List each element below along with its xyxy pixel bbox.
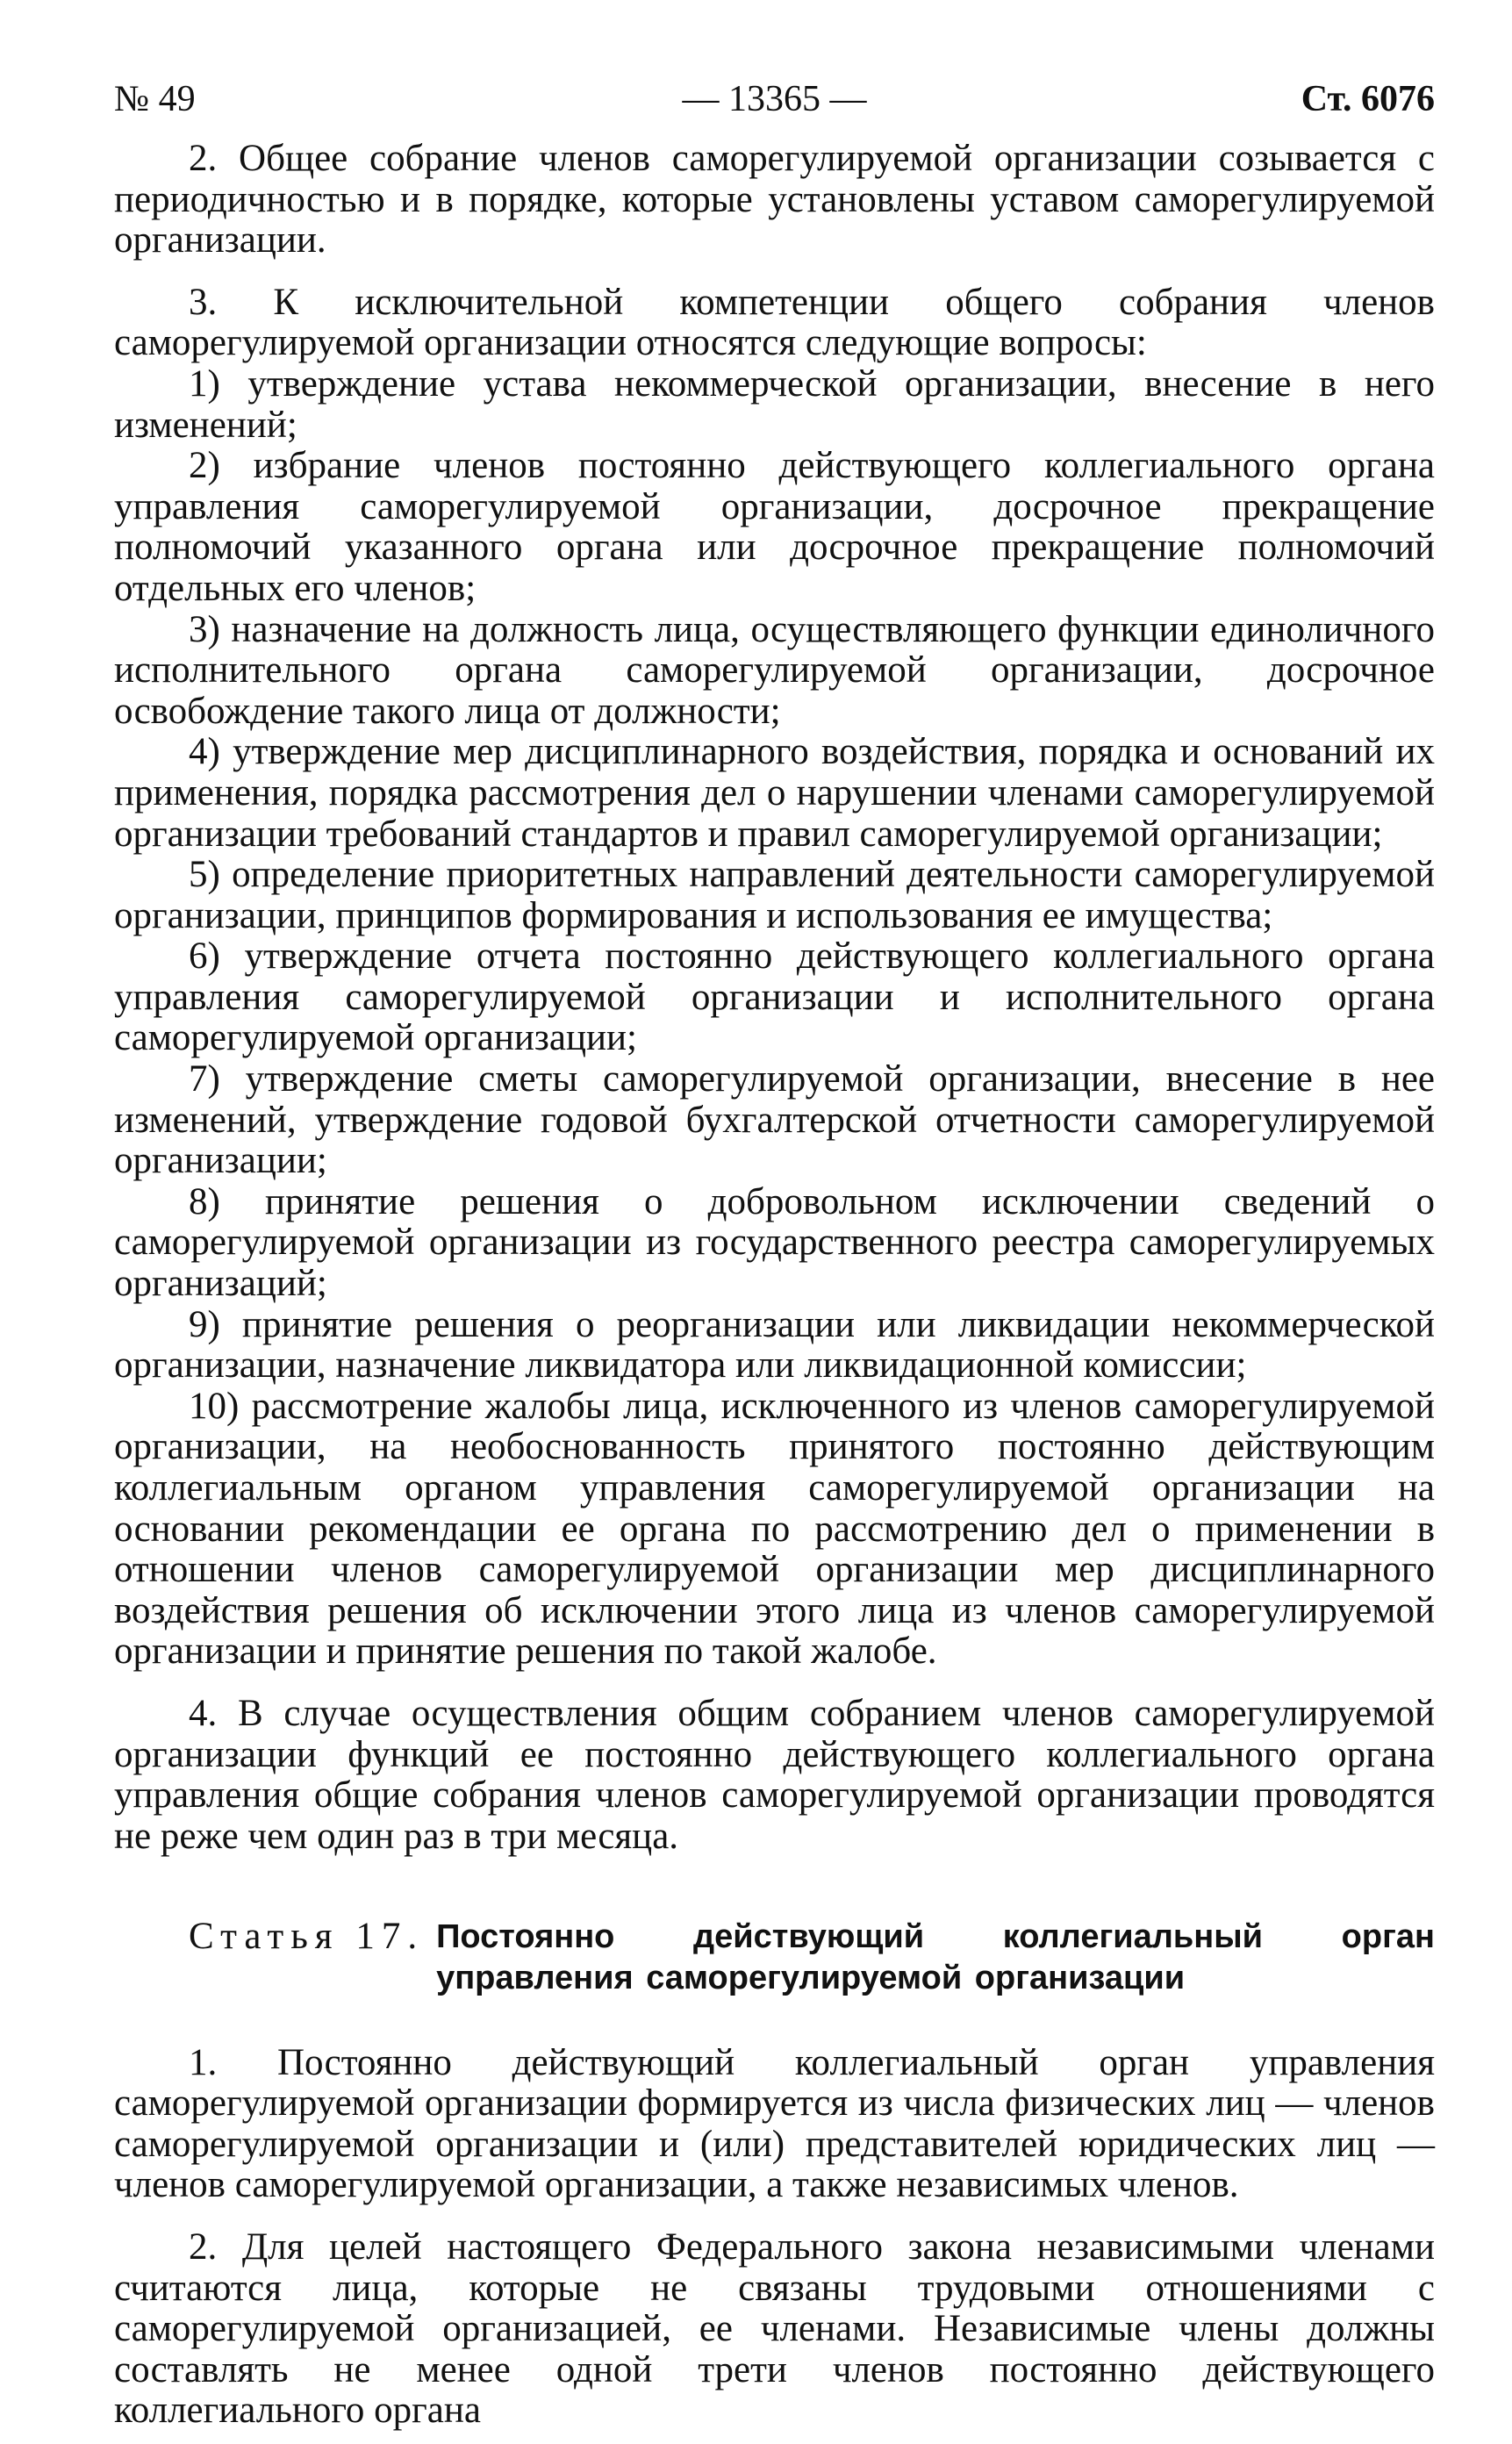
list-item: 3) назначение на должность лица, осуществляющего функции единоличного исполнительного органа саморегулируемой организации, досрочное освобождение такого лица от должности; (114, 608, 1435, 732)
paragraph: 2. Для целей настоящего Федерального закона независимыми членами считаются лица, которые не связаны трудовыми отношениями с саморегулируемой организацией, ее членами. Независимые члены должны составлять не менее одной трети членов постоянно действующего коллегиального органа (114, 2225, 1435, 2432)
list-item: 9) принятие решения о реорганизации или ликвидации некоммерческой организации, назначение ликвидатора или ликвидационной комиссии; (114, 1303, 1435, 1387)
article-label: Статья 17. (189, 1916, 425, 1958)
article-title: Постоянно действующий коллегиальный орган управления саморегулируемой организации (436, 1918, 1435, 1996)
list-item: 7) утверждение сметы саморегулируемой организации, внесение в нее изменений, утверждение годовой бухгалтерской отчетности саморегулируемой организации; (114, 1058, 1435, 1182)
document-page (114, 68, 1435, 2432)
list-item: 10) рассмотрение жалобы лица, исключенного из членов саморегулируемой организации, на необоснованность принятого постоянно действующим коллегиальным органом управления саморегулируемой организации на основании рекомендации ее органа по рассмотрению дел о применении в отношении членов саморегулируемой организации мер дисциплинарного воздействия решения об исключении этого лица из членов саморегулируемой организации и принятие решения по такой жалобе. (114, 1385, 1435, 1673)
page-number: — 13365 — (682, 79, 867, 119)
list-item: 6) утверждение отчета постоянно действующего коллегиального органа управления саморегулируемой организации и исполнительного органа саморегулируемой организации; (114, 935, 1435, 1059)
article-reference: Ст. 6076 (1301, 79, 1435, 119)
paragraph: 2. Общее собрание членов саморегулируемой организации созывается с периодичностью и в порядке, которые установлены уставом саморегулируемой организации. (114, 138, 1435, 262)
issue-number: № 49 (114, 79, 196, 119)
list-item: 8) принятие решения о добровольном исключении сведений о саморегулируемой организации из государственного реестра саморегулируемых организаций; (114, 1180, 1435, 1305)
paragraph: 3. К исключительной компетенции общего собрания членов саморегулируемой организации относятся следующие вопросы: (114, 281, 1435, 364)
list-item: 1) утверждение устава некоммерческой организации, внесение в него изменений; (114, 362, 1435, 446)
paragraph: 1. Постоянно действующий коллегиальный орган управления саморегулируемой организации формируется из числа физических лиц — членов саморегулируемой организации и (или) представителей юридических лиц — членов саморегулируемой организации, а также независимых членов. (114, 2041, 1435, 2206)
list-item: 2) избрание членов постоянно действующего коллегиального органа управления саморегулируемой организации, досрочное прекращение полномочий указанного органа или досрочное прекращение полномочий отдельных его членов; (114, 445, 1435, 609)
article-heading (114, 1917, 1435, 1998)
list-item: 5) определение приоритетных направлений деятельности саморегулируемой организации, принципов формирования и использования ее имущества; (114, 854, 1435, 936)
page-header (114, 68, 1435, 130)
paragraph: 4. В случае осуществления общим собранием членов саморегулируемой организации функций ее постоянно действующего коллегиального органа управления общие собрания членов саморегулируемой организации проводятся не реже чем один раз в три месяца. (114, 1692, 1435, 1857)
document-body (114, 139, 1435, 2432)
list-item: 4) утверждение мер дисциплинарного воздействия, порядка и оснований их применения, порядка рассмотрения дел о нарушении членами саморегулируемой организации требований стандартов и правил саморегулируемой организации; (114, 731, 1435, 855)
